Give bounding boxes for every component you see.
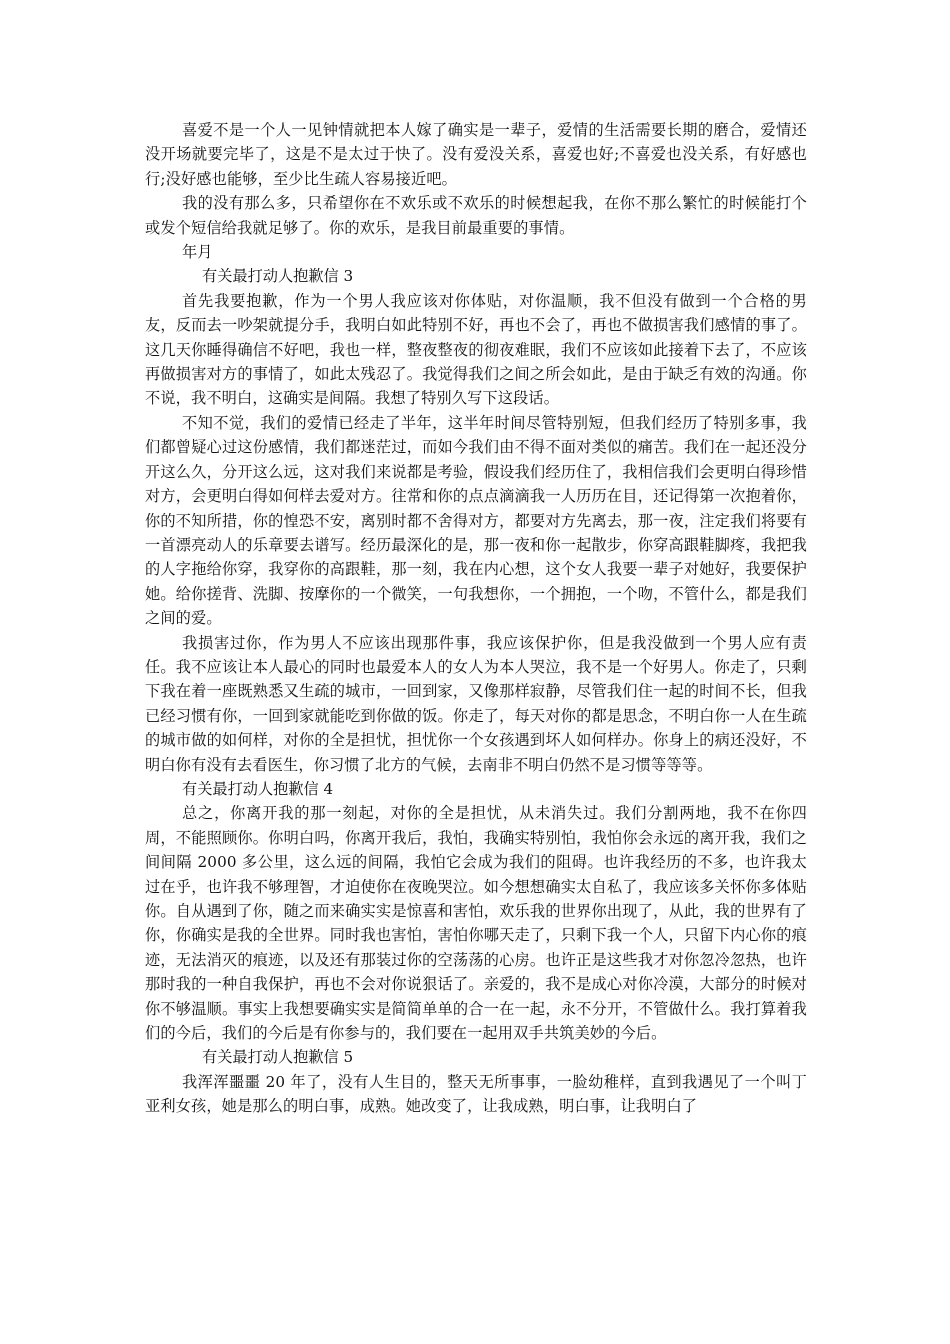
section-heading: 有关最打动人抱歉信 3 — [202, 267, 354, 286]
paragraph: 我损害过你，作为男人不应该出现那件事，我应该保护你，但是我没做到一个男人应有责任。我不应该让本人最心的同时也最爱本人的女人为本人哭泣，我不是一个好男人。你走了，只剩下我在着一座既熟悉又生疏的城市，一回到家，又像那样寂静，尽管我们住一起的时间不长，但我已经习惯有你，一回到家就能吃到你做的饭。你走了，每天对你的都是思念，不明白你一人在生疏的城市做的如何样，对你的全是担忧，担忧你一个女孩遇到坏人如何样办。你身上的病还没好，不明白你有没有去看医生，你习惯了北方的气候，去南非不明白仍然不是习惯等等等。 — [145, 633, 807, 774]
paragraph: 我的没有那么多，只希望你在不欢乐或不欢乐的时候想起我，在你不那么繁忙的时候能打个或发个短信给我就足够了。你的欢乐，是我目前最重要的事情。 — [145, 194, 807, 237]
paragraph: 不知不觉，我们的爱情已经走了半年，这半年时间尽管特别短，但我们经历了特别多事，我们都曾疑心过这份感情，我们都迷茫过，而如今我们由不得不面对类似的痛苦。我们在一起还没分开这么久，分开这么远，这对我们来说都是考验，假设我们经历住了，我相信我们会更明白得珍惜对方，会更明白得如何样去爱对方。往常和你的点点滴滴我一人历历在目，还记得第一次抱着你，你的不知所措，你的惶恐不安，离别时都不舍得对方，都要对方先离去，那一夜，注定我们将要有一首漂亮动人的乐章要去谱写。经历最深化的是，那一夜和你一起散步，你穿高跟鞋脚疼，我把我的人字拖给你穿，我穿你的高跟鞋，那一刻，我在内心想，这个女人我要一辈子对她好，我要保护她。给你搓背、洗脚、按摩你的一个微笑，一句我想你，一个拥抱，一个吻，不管什么，都是我们之间的爱。 — [145, 413, 807, 628]
document-body — [145, 118, 807, 1119]
paragraph: 总之，你离开我的那一刻起，对你的全是担忧，从未消失过。我们分割两地，我不在你四周，不能照顾你。你明白吗，你离开我后，我怕，我确实特别怕，我怕你会永远的离开我，我们之间间隔 2000 多公里，这么远的间隔，我怕它会成为我们的阻碍。也许我经历的不多，也许我太过在乎，也许我不够理智，才迫使你在夜晚哭泣。如今想想确实太自私了，我应该多关怀你多体贴你。自从遇到了你，随之而来确实实是惊喜和害怕，欢乐我的世界你出现了，从此，我的世界有了你，你确实是我的全世界。同时我也害怕，害怕你哪天走了，只剩下我一个人，只留下内心你的痕迹，无法消灭的痕迹，以及还有那装过你的空荡荡的心房。也许正是这些我才对你忽冷忽热，也许那时我的一种自我保护，再也不会对你说狠话了。亲爱的，我不是成心对你冷漠，大部分的时候对你不够温顺。事实上我想要确实实是简简单单的合一在一起，永不分开，不管做什么。我打算着我们的今后，我们的今后是有你参与的，我们要在一起用双手共筑美妙的今后。 — [145, 804, 807, 1043]
paragraph: 喜爱不是一个人一见钟情就把本人嫁了确实是一辈子，爱情的生活需要长期的磨合，爱情还没开场就要完毕了，这是不是太过于快了。没有爱没关系，喜爱也好;不喜爱也没关系，有好感也行;没好感也能够，至少比生疏人容易接近吧。 — [145, 121, 807, 188]
date-line: 年月 — [182, 243, 213, 262]
paragraph: 首先我要抱歉，作为一个男人我应该对你体贴，对你温顺，我不但没有做到一个合格的男友，反而去一吵架就提分手，我明白如此特别不好，再也不会了，再也不做损害我们感情的事了。这几天你睡得确信不好吧，我也一样，整夜整夜的彻夜难眠，我们不应该如此接着下去了，不应该再做损害对方的事情了，如此太残忍了。我觉得我们之间之所会如此，是由于缺乏有效的沟通。你不说，我不明白，这确实是间隔。我想了特别久写下这段话。 — [145, 291, 807, 408]
section-heading: 有关最打动人抱歉信 5 — [202, 1048, 354, 1067]
paragraph: 我浑浑噩噩 20 年了，没有人生目的，整天无所事事，一脸幼稚样，直到我遇见了一个叫丁亚利女孩，她是那么的明白事，成熟。她改变了，让我成熟，明白事，让我明白了 — [145, 1072, 807, 1116]
section-heading: 有关最打动人抱歉信 4 — [182, 779, 334, 798]
